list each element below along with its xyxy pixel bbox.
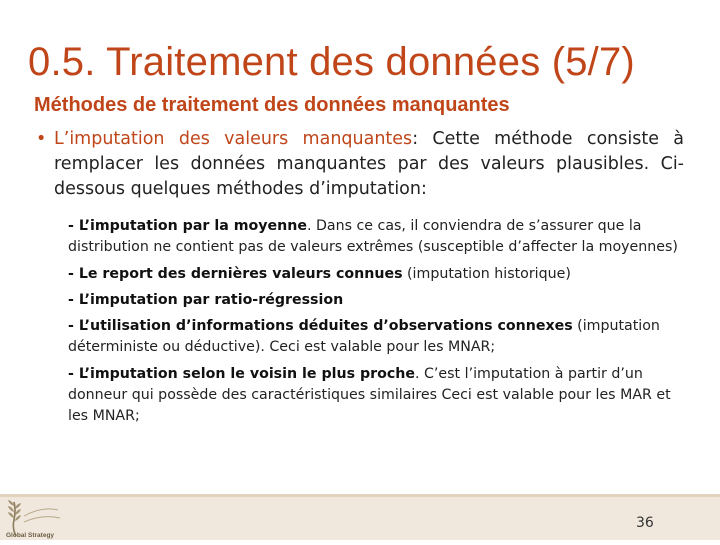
list-item-text: . Dans ce cas, il conviendra de s’assurer que la distribution ne contient pas de valeurs extrêmes (susceptible d’affecter la moyennes) [68, 218, 678, 256]
logo-text: Global Strategy [6, 532, 55, 539]
footer-bar [0, 494, 720, 540]
list-item [68, 264, 680, 285]
slide-title: 0.5. Traitement des données (5/7) [28, 40, 635, 84]
slide-subtitle: Méthodes de traitement des données manquantes [34, 94, 510, 116]
list-item-text: (imputation déterministe ou déductive). Ceci est valable pour les MNAR; [68, 318, 660, 356]
bullet-body: : Cette méthode consiste à remplacer les données manquantes par des valeurs plausibles. Ci-dessous quelques méthodes d’imputation: [54, 129, 685, 199]
list-item-title: - L’utilisation d’informations déduites d’observations connexes [68, 318, 573, 335]
page-number: 36 [636, 515, 654, 531]
list-item-title: - L’imputation selon le voisin le plus proche [68, 365, 415, 382]
list-item [68, 290, 680, 311]
bullet-lead: L’imputation des valeurs manquantes [54, 129, 413, 149]
footer-strip [0, 494, 720, 497]
list-item [68, 316, 680, 359]
list-item-title: - L’imputation par la moyenne [68, 218, 307, 234]
list-item [68, 364, 680, 428]
list-item-title: - L’imputation par ratio-régression [68, 291, 344, 308]
imputation-methods-list [68, 216, 680, 433]
list-item-text: (imputation historique) [402, 265, 571, 282]
list-item [68, 216, 680, 259]
main-bullet [34, 127, 684, 202]
list-item-text: . C’est l’imputation à partir d’un donneur qui possède des caractéristiques similaires Ceci est valable pour les MAR et les MNAR; [68, 365, 671, 425]
wheat-logo-icon [2, 496, 66, 540]
logo-graphic [2, 496, 66, 540]
bullet-text [54, 127, 684, 202]
bullet-icon: • [36, 129, 47, 149]
list-item-title: - Le report des dernières valeurs connues [68, 265, 403, 282]
